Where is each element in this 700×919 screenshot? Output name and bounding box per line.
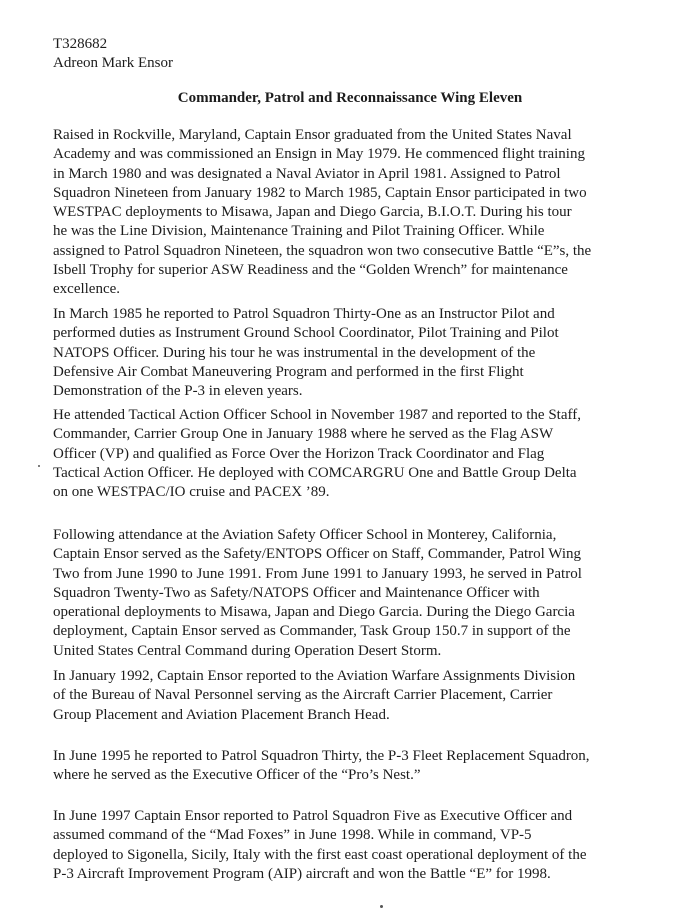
paragraph-early-career: Raised in Rockville, Maryland, Captain Ensor graduated from the United States Naval Academy and was commissioned an Ensign in May 1979. He commenced flight training in March 1980 and was designated a Naval Aviator in April 1981. Assigned to Patrol Squadron Nineteen from January 1982 to March 1985, Captain Ensor participated in two WESTPAC deployments to Misawa, Japan and Diego Garcia, B.I.O.T. During his tour he was the Line Division, Maintenance Training and Pilot Training Officer. While assigned to Patrol Squadron Nineteen, the squadron won two consecutive Battle “E”s, the Isbell Trophy for superior ASW Readiness and the “Golden Wrench” for maintenance excellence. xyxy=(53,127,592,298)
document-id: T328682 xyxy=(53,36,108,52)
scan-speck xyxy=(38,465,40,467)
paragraph-carrier-group: He attended Tactical Action Officer School in November 1987 and reported to the Staff, Commander, Carrier Group One in January 1988 where he served as the Flag ASW Officer (VP) and qualified as Force Over the Horizon Track Coordinator and Flag Tactical Action Officer. He deployed with COMCARGRU One and Battle Group Delta on one WESTPAC/IO cruise and PACEX ’89. xyxy=(53,407,581,501)
paragraph-vp31: In March 1985 he reported to Patrol Squadron Thirty-One as an Instructor Pilot and performed duties as Instrument Ground School Coordinator, Pilot Training and Pilot NATOPS Officer. During his tour he was instrumental in the development of the Defensive Air Combat Maneuvering Program and performed in the first Flight Demonstration of the P-3 in eleven years. xyxy=(53,306,559,400)
document-title: Commander, Patrol and Reconnaissance Wing Eleven xyxy=(177,90,523,106)
paragraph-vp5: In June 1997 Captain Ensor reported to Patrol Squadron Five as Executive Officer and assumed command of the “Mad Foxes” in June 1998. While in command, VP-5 deployed to Sigonella, Sicily, Italy with the first east coast operational deployment of the P-3 Aircraft Improvement Program (AIP) aircraft and won the Battle “E” for 1998. xyxy=(53,808,587,882)
document-header xyxy=(53,35,173,73)
paragraph-bupers: In January 1992, Captain Ensor reported to the Aviation Warfare Assignments Division of the Bureau of Naval Personnel serving as the Aircraft Carrier Placement, Carrier Group Placement and Aviation Placement Branch Head. xyxy=(53,668,576,723)
person-name: Adreon Mark Ensor xyxy=(53,55,173,71)
scan-speck xyxy=(380,905,383,908)
paragraph-vp30: In June 1995 he reported to Patrol Squadron Thirty, the P-3 Fleet Replacement Squadron, where he served as the Executive Officer of the “Pro’s Nest.” xyxy=(53,748,590,784)
paragraph-safety-officer: Following attendance at the Aviation Safety Officer School in Monterey, California, Captain Ensor served as the Safety/ENTOPS Officer on Staff, Commander, Patrol Wing Two from June 1990 to June 1991. From June 1991 to January 1993, he served in Patrol Squadron Twenty-Two as Safety/NATOPS Officer and Maintenance Officer with operational deployments to Misawa, Japan and Diego Garcia. During the Diego Garcia deployment, Captain Ensor served as Commander, Task Group 150.7 in support of the United States Central Command during Operation Desert Storm. xyxy=(53,527,582,659)
